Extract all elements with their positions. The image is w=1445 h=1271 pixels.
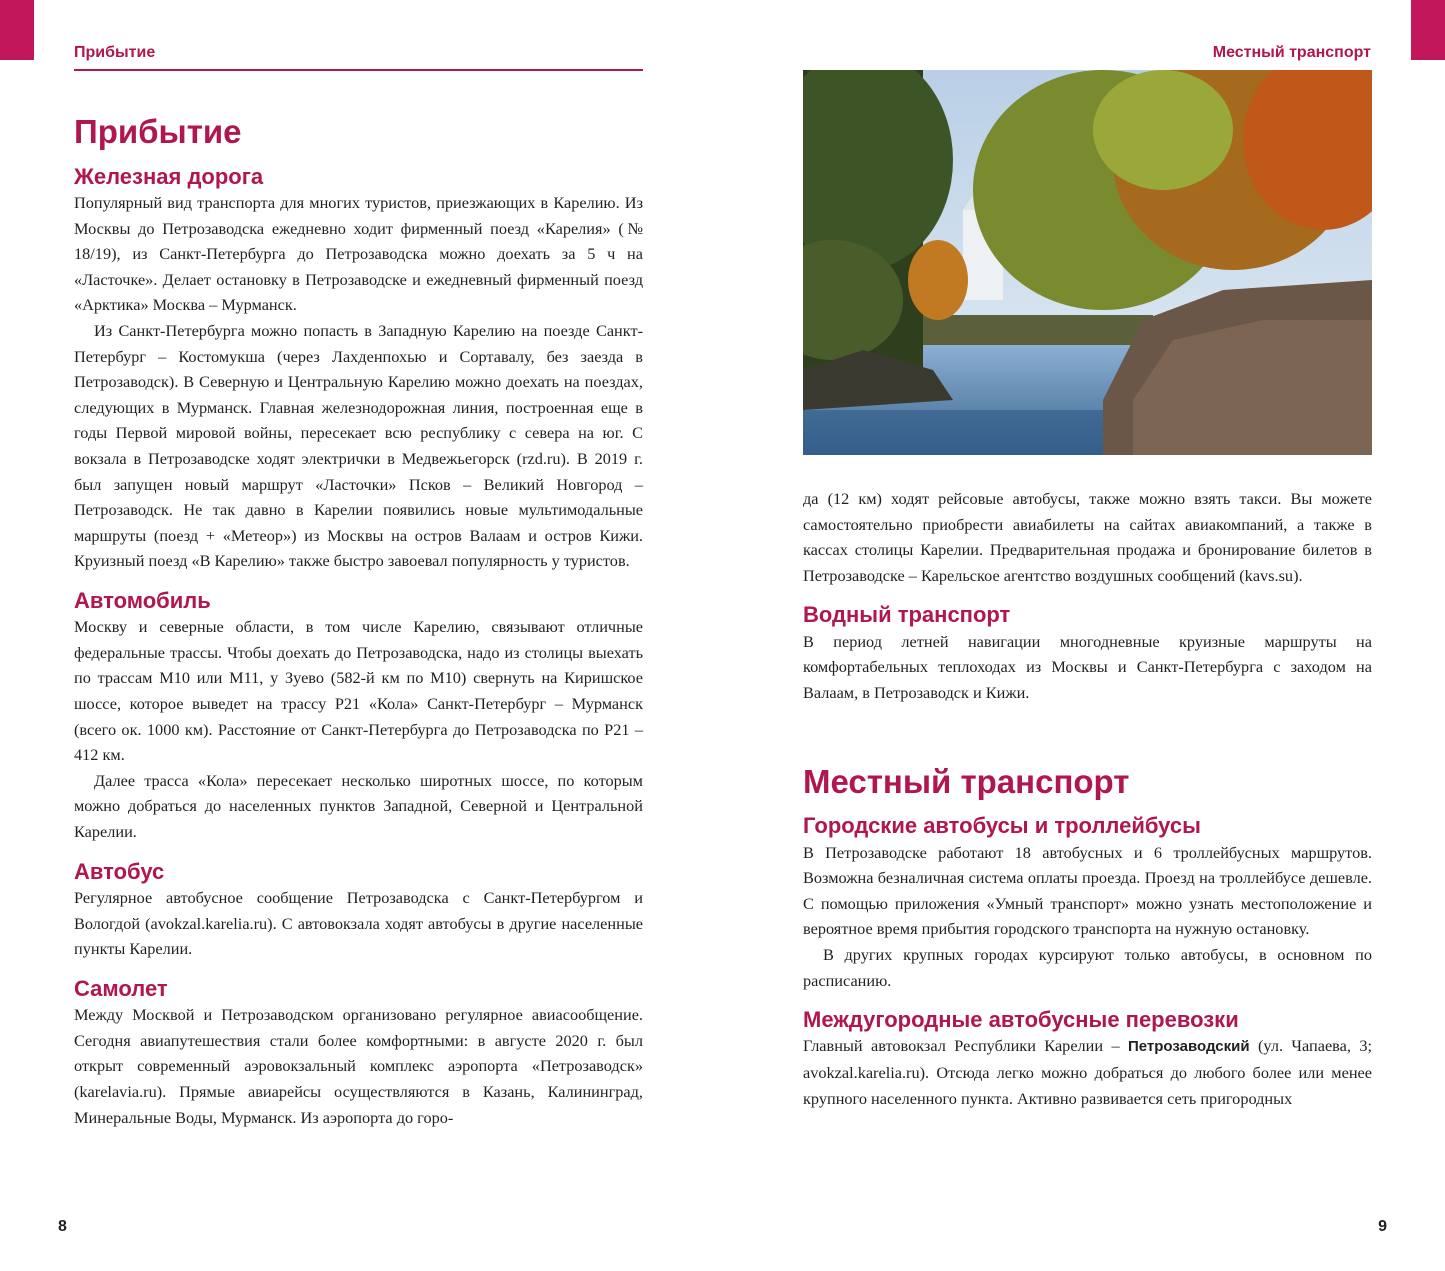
section-city	[803, 813, 1372, 993]
page-title-local-transport: Местный транспорт	[803, 762, 1130, 800]
right-page	[803, 486, 1372, 1125]
plane-paragraph-1: Между Москвой и Петрозаводском организовано регулярное авиасообщение. Сегодня авиапутешествия стали более комфортными: в августе 2020 г. был открыт современный аэровокзальный комплекс аэропорта «Петрозаводск» (karelavia.ru). Прямые авиарейсы осуществляются в Казань, Калининград, Минеральные Воды, Мурманск. Из аэропорта до горо-	[74, 1005, 643, 1127]
heading-car: Автомобиль	[74, 587, 211, 613]
water-paragraph-1: В период летней навигации многодневные круизные маршруты на комфортабельных теплоходах из Москвы и Санкт-Петербурга с заходом на Валаам, в Петрозаводск и Кижи.	[803, 631, 1372, 702]
section-plane	[74, 976, 643, 1130]
heading-city: Городские автобусы и троллейбусы	[803, 813, 1201, 839]
section-intercity	[803, 1007, 1372, 1111]
page-number-left: 8	[58, 1218, 67, 1235]
header-rule	[74, 69, 643, 71]
heading-intercity: Междугородные автобусные перевозки	[803, 1007, 1239, 1033]
bus-paragraph-1: Регулярное автобусное сообщение Петрозаводска с Санкт-Петербургом и Вологдой (avokzal.karelia.ru). С автовокзала ходят автобусы в другие населенные пункты Карелии.	[74, 888, 643, 959]
plane-paragraph-continued: да (12 км) ходят рейсовые автобусы, также можно взять такси. Вы можете самостоятельно приобрести авиабилеты на сайтах авиакомпаний, а также в кассах столицы Карелии. Предварительная продажа и бронирование билетов в Петрозаводске – Карельское агентство воздушных сообщений (kavs.su).	[803, 489, 1372, 585]
left-page	[74, 112, 643, 1144]
right-color-tab	[1411, 0, 1445, 60]
landscape-photo	[803, 70, 1372, 455]
section-bus	[74, 859, 643, 962]
rail-paragraph-1: Популярный вид транспорта для многих туристов, приезжающих в Карелию. Из Москвы до Петрозаводска ежедневно ходит фирменный поезд «Карелия» (№ 18/19), из Санкт-Петербурга до Петрозаводска можно доехать за 5 ч на «Ласточке». Делает остановку в Петрозаводске и ежедневный фирменный поезд «Арктика» Москва – Мурманск.	[74, 192, 643, 315]
city-paragraph-1: В Петрозаводске работают 18 автобусных и 6 троллейбусных маршрутов. Возможна безналичная система оплаты проезда. Проезд на троллейбусе дешевле. С помощью приложения «Умный транспорт» можно узнать местоположение и вероятное время прибытия городского транспорта на нужную остановку.	[803, 842, 1372, 939]
left-color-tab	[0, 0, 34, 60]
section-plane-continued	[803, 486, 1372, 588]
heading-water: Водный транспорт	[803, 602, 1011, 628]
heading-bus: Автобус	[74, 858, 165, 884]
intercity-bold-station: Петрозаводский	[1128, 1038, 1250, 1056]
intercity-paragraph-1	[803, 1033, 1372, 1111]
section-rail	[74, 164, 643, 574]
car-paragraph-1: Москву и северные области, в том числе Карелию, связывают отличные федеральные трассы. Чтобы доехать до Петрозаводска, надо из столицы выехать по трассам М10 или М11, у Зуево (582-й км по М10) свернуть на Киришское шоссе, которое выведет на трассу Р21 «Кола» Санкт-Петербург – Мурманск (всего ок. 1000 км). Расстояние от Санкт-Петербурга до Петрозаводска по Р21 – 412 км.	[74, 617, 643, 765]
heading-rail: Железная дорога	[74, 163, 264, 189]
section-water	[803, 602, 1372, 705]
running-header-right: Местный транспорт	[1212, 44, 1371, 61]
page-title-arrival: Прибытие	[74, 113, 242, 150]
city-paragraph-2: В других крупных городах курсируют только автобусы, в основном по расписанию.	[803, 944, 1372, 990]
car-paragraph-2: Далее трасса «Кола» пересекает несколько широтных шоссе, по которым можно добраться до населенных пунктов Западной, Северной и Центральной Карелии.	[74, 770, 643, 842]
running-header-left: Прибытие	[74, 44, 156, 61]
heading-plane: Самолет	[74, 975, 168, 1001]
section-car	[74, 588, 643, 845]
intercity-text-b: (ул. Чапаева, 3; avokzal.karelia.ru). Отсюда легко можно добраться до любого более или менее крупного населенного пункта. Активно развивается сеть пригородных	[803, 1036, 1372, 1108]
page-number-right: 9	[1378, 1218, 1387, 1235]
rail-paragraph-2: Из Санкт-Петербурга можно попасть в Западную Карелию на поезде Санкт-Петербург – Костомукша (через Лахденпохью и Сортавалу, без заезда в Петрозаводск). В Северную и Центральную Карелию можно доехать на поездах, следующих в Мурманск. Главная железнодорожная линия, построенная еще в годы Первой мировой войны, пересекает всю республику с севера на юг. С вокзала в Петрозаводске ходят электрички в Медвежьегорск (rzd.ru). В 2019 г. был запущен новый маршрут «Ласточки» Псков – Великий Новгород – Петрозаводск. Не так давно в Карелии появились новые мультимодальные маршруты (поезд + «Метеор») из Москвы на остров Валаам и остров Кижи. Круизный поезд «В Карелию» также быстро завоевал популярность у туристов.	[74, 320, 643, 571]
intercity-text-a: Главный автовокзал Республики Карелии –	[803, 1036, 1128, 1056]
